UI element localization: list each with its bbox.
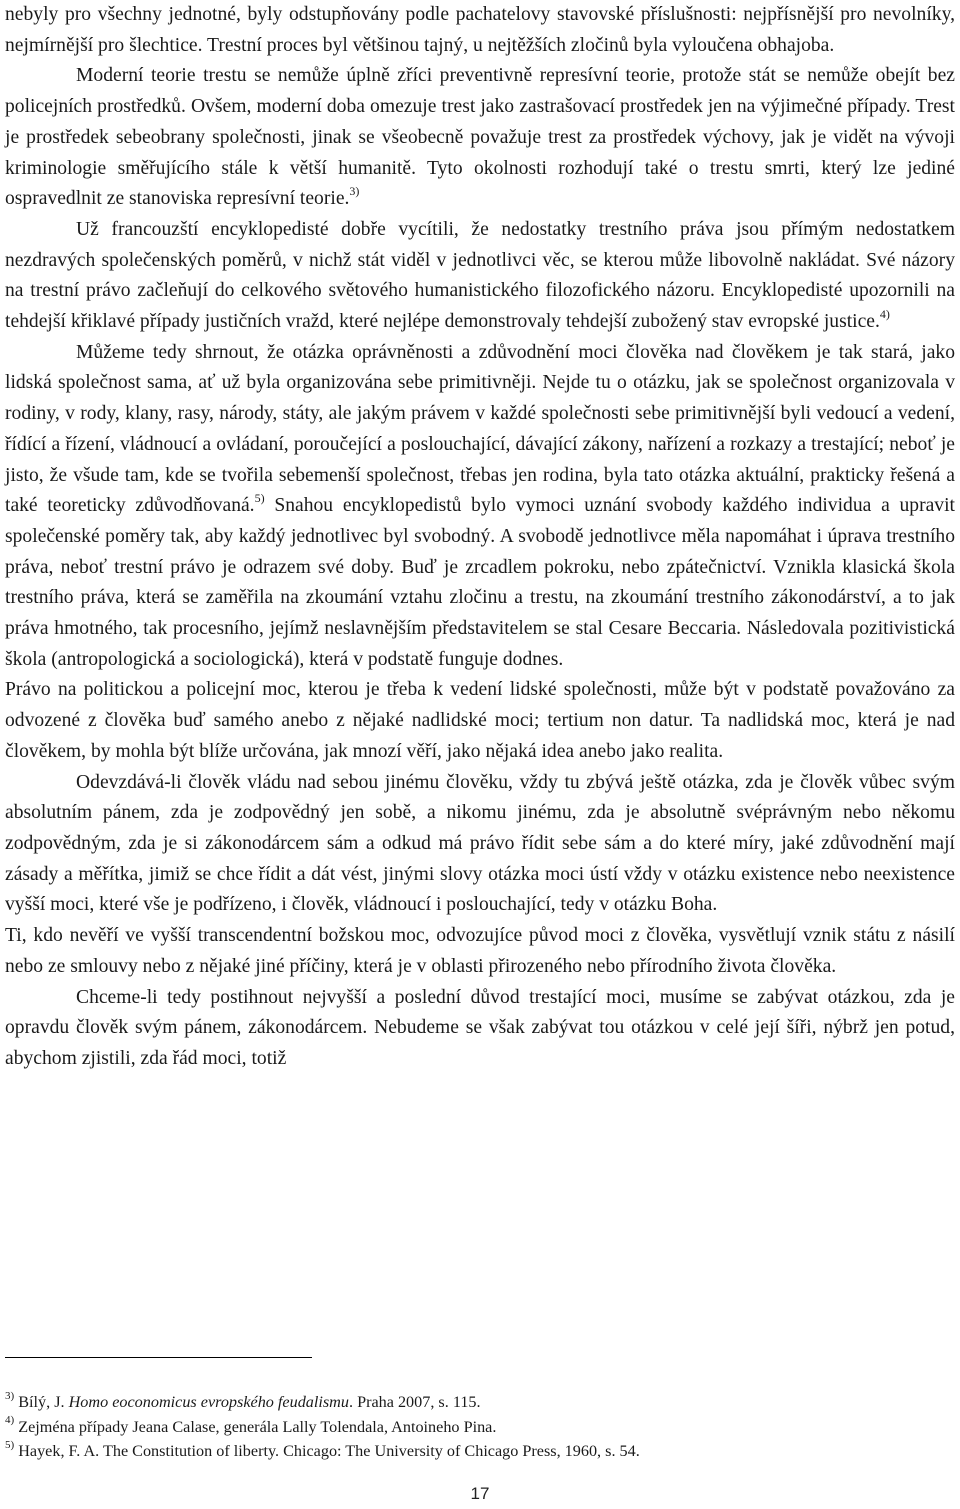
footnote [5,1415,955,1440]
paragraph-text: Odevzdává-li člověk vládu nad sebou jinému člověku, vždy tu zbývá ještě otázka, zda je člověk vůbec svým absolutním pánem, zda je zodpovědný jen sobě, a nikomu jinému, zda je absolutně svéprávným nebo někomu zodpovědným, zda je si zákonodárcem sám a odkud má právo řídit sebe sám a do které míry, jaké zdůvodnění mají zásady a měřítka, jimiž se chce řídit a dát vést, jinými slovy otázka moci ústí vždy v otázku existence nebo neexistence vyšší moci, které vše je podřízeno, i člověk, vládnoucí i poslouchající, tedy v otázku Boha. [5,771,955,916]
footnote-number: 4) [5,1414,15,1427]
footnotes [5,1390,955,1464]
paragraph-text: Snahou encyklopedistů bylo vymoci uznání svobody každého individua a upravit společenské poměry tak, aby každý jednotlivec byl svobodný. A svobodě jednotlivce měla napomáhat i úprava trestního práva, neboť trestní právo je odrazem své doby. Buď je zrcadlem pokroku, nebo zpátečnictví. Vznikla klasická škola trestního práva, která se zaměřila na zkoumání vztahu zločinu a trestu, na zkoumání trestního zákonodárství, a to jak práva hmotného, tak procesního, jejímž neslavnějším představitelem se stal Cesare Beccaria. Následovala pozitivistická škola (antropologická a sociologická), která v podstatě funguje dodnes. [5,495,955,670]
paragraph [5,338,955,676]
footnote [5,1390,955,1415]
footnote-reference[interactable]: 5) [254,490,265,505]
paragraph [5,768,955,922]
paragraph-text: Moderní teorie trestu se nemůže úplně zříci preventivně represívní teorie, protože stát se nemůže obejít bez policejních prostředků. Ovšem, moderní doba omezuje trest jako zastrašovací prostředek jen na výjimečné případy. Trest je prostředek sebeobrany společnosti, jinak se všeobecně považuje trest za prostředek výchovy, jak je vidět na vývoji kriminologie směřujícího stále k větší humanitě. Tyto okolnosti rozhodují také o trestu smrti, který lze jediné ospravedlnit ze stanoviska represívní teorie. [5,65,955,210]
footnote-text: . Praha 2007, s. 115. [348,1393,481,1411]
paragraph-text: Právo na politickou a policejní moc, kterou je třeba k vedení lidské společnosti, může být v podstatě považováno za odvozené z člověka buď samého anebo z nějaké nadlidské moci; tertium non datur. Ta nadlidská moc, která je nad člověkem, by mohla být blíže určována, jak mnozí věří, jako nějaká idea anebo jako realita. [5,679,955,762]
footnote-text: Bílý, J. [14,1393,69,1411]
paragraph [5,983,955,1075]
paragraph [5,61,955,215]
footnote-reference[interactable]: 4) [879,306,890,321]
footnote-reference[interactable]: 3) [349,183,360,198]
footnote-title: Homo eoconomicus evropského feudalismu [68,1393,349,1411]
footnote-number: 3) [5,1389,15,1402]
paragraph [5,921,955,982]
document-page [5,0,955,1075]
footnote-text: Hayek, F. A. The Constitution of liberty. Chicago: The University of Chicago Press, 1960, s. 54. [14,1442,640,1460]
page-number: 17 [470,1484,490,1503]
paragraph-text: Chceme-li tedy postihnout nejvyšší a poslední důvod trestající moci, musíme se zabývat otázkou, zda je opravdu člověk svým pánem, zákonodárcem. Nebudeme se však zabývat tou otázkou v celé její šíři, nýbrž jen potud, abychom zjistili, zda řád moci, totiž [5,986,955,1069]
footnote [5,1439,955,1464]
paragraph-text: nebyly pro všechny jednotné, byly odstupňovány podle pachatelovy stavovské příslušnosti: nejpřísnější pro nevolníky, nejmírnější pro šlechtice. Trestní proces byl většinou tajný, u nejtěžších zločinů byla vyloučena obhajoba. [5,4,955,56]
paragraph-text: Už francouzští encyklopedisté dobře vycítili, že nedostatky trestního práva jsou přímým nedostatkem nezdravých společenských poměrů, v nichž stát viděl v jednotlivci věc, se kterou může libovolně nakládat. Své názory na trestní právo začleňují do celkového světového humanistického filozofického názoru. Encyklopedisté upozornili na tehdejší křiklavé případy justičních vražd, které nejlépe demonstrovaly tehdejší zubožený stav evropské justice. [5,218,955,333]
paragraph-text: Můžeme tedy shrnout, že otázka oprávněnosti a zdůvodnění moci člověka nad člověkem je tak stará, jako lidská společnost sama, ať už byla organizována sebe primitivněji. Nejde tu o otázku, jak se společnost organizovala v rodiny, v rody, klany, rasy, národy, státy, ale jakým právem v každé společnosti sebe primitivnější byli vedoucí a vedení, řídící a řízení, vládnoucí a ovládaní, poroučející a poslouchající, dávající zákony, nařízení a rozkazy a trestající; neboť je jisto, že všude tam, kde se tvořila sebemenší společnost, třebas jen rodina, byla tato otázka aktuální, prakticky řešená a také teoreticky zdůvodňovaná. [5,341,955,517]
paragraph [5,215,955,338]
body-text [5,0,955,1075]
paragraph [5,675,955,767]
paragraph [5,0,955,61]
footnote-separator [5,1357,312,1358]
paragraph-text: Ti, kdo nevěří ve vyšší transcendentní božskou moc, odvozujíce původ moci z člověka, vysvětlují vznik státu z násilí nebo ze smlouvy nebo z nějaké jiné příčiny, která je v oblasti přirozeného nebo přírodního života člověka. [5,925,955,977]
footnote-text: Zejména případy Jeana Calase, generála Lally Tolendala, Antoineho Pina. [14,1417,497,1436]
footnote-number: 5) [5,1438,15,1451]
